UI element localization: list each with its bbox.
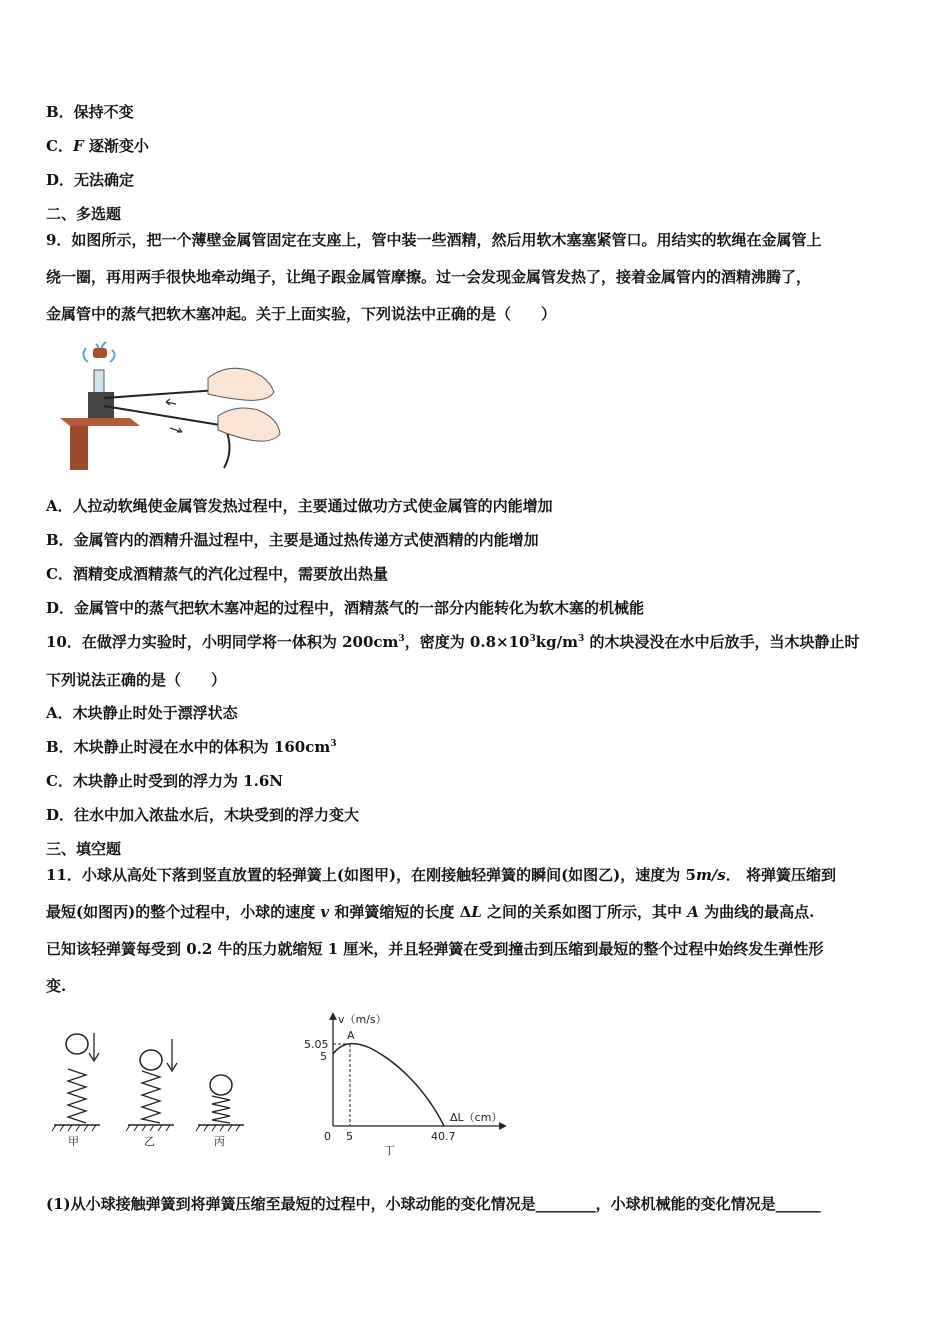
point-a-label: A: [347, 1029, 355, 1042]
q11-text-line2: 最短(如图丙)的整个过程中，小球的速度 v 和弹簧缩短的长度 ΔL 之间的关系如图丁所示，其中 A 为曲线的最高点.: [46, 903, 815, 921]
table-top-icon: [60, 418, 140, 426]
graph-caption: 丁: [384, 1144, 395, 1157]
q11-text-line4: 变.: [46, 977, 67, 995]
option-c: C．F 逐渐变小: [46, 137, 149, 155]
arrow-left-icon: [166, 399, 176, 405]
spring-bing: [196, 1075, 244, 1148]
option-b: B．保持不变: [46, 103, 134, 121]
x-tick-40-7: 40.7: [431, 1130, 456, 1143]
q9-option-a: A．人拉动软绳使金属管发热过程中，主要通过做功方式使金属管的内能增加: [46, 497, 553, 515]
q11-velocity-graph: [298, 1008, 518, 1158]
q11-text-line1: 11．小球从高处下落到竖直放置的轻弹簧上(如图甲)，在刚接触轻弹簧的瞬间(如图乙)，速度为 5m/s． 将弹簧压缩到: [46, 866, 836, 884]
section-heading-fill-in: 三、填空题: [46, 840, 122, 858]
y-axis-label: v（m/s）: [338, 1013, 387, 1026]
q10-option-b: B．木块静止时浸在水中的体积为 $160cm^3$: [46, 738, 337, 756]
q9-option-b: B．金属管内的酒精升温过程中，主要是通过热传递方式使酒精的内能增加: [46, 531, 539, 549]
label-bing: 丙: [214, 1135, 225, 1148]
spring-icon: [68, 1069, 86, 1123]
ball-icon: [66, 1034, 88, 1054]
q11-text-line3: 已知该轻弹簧每受到 0.2 牛的压力就缩短 1 厘米，并且轻弹簧在受到撞击到压缩到最短的整个过程中始终发生弹性形: [46, 940, 824, 958]
y-tick-5: 5: [320, 1050, 327, 1063]
x-axis-label: ΔL（cm）: [450, 1111, 503, 1124]
cork-icon: [93, 348, 107, 358]
q10-text-line1: 10．在做浮力实验时，小明同学将一体积为 $200cm^3$，密度为 $0.8\times 10^3kg/m^3$ 的木块浸没在水中后放手，当木块静止时: [46, 633, 860, 651]
q9-text-line2: 绕一圈，再用两手很快地牵动绳子，让绳子跟金属管摩擦。过一会发现金属管发热了，接着金属管内的酒精沸腾了，: [46, 268, 812, 286]
x-tick-5: 5: [346, 1130, 353, 1143]
q10-option-a: A．木块静止时处于漂浮状态: [46, 704, 238, 722]
spring-yi: [126, 1039, 177, 1148]
q10-option-d: D．往水中加入浓盐水后，木块受到的浮力变大: [46, 806, 360, 824]
option-d: D．无法确定: [46, 171, 135, 189]
spring-icon: [142, 1071, 160, 1123]
arrow-right-icon: [170, 428, 182, 432]
q9-option-c: C．酒精变成酒精蒸气的汽化过程中，需要放出热量: [46, 565, 388, 583]
q11-sub-question-1: (1)从小球接触弹簧到将弹簧压缩至最短的过程中，小球动能的变化情况是________，小球机械能的变化情况是______: [46, 1195, 821, 1213]
x-tick-0: 0: [324, 1130, 331, 1143]
ball-icon: [210, 1075, 232, 1095]
ball-icon: [140, 1050, 162, 1070]
q10-text-line2: 下列说法正确的是（ ）: [46, 671, 227, 689]
hand-upper-icon: [208, 368, 274, 400]
q9-text-line3: 金属管中的蒸气把软木塞冲起。关于上面实验，下列说法中正确的是（ ）: [46, 305, 557, 323]
q9-figure-metal-tube-experiment: [58, 340, 288, 475]
q9-option-d: D．金属管中的蒸气把软木塞冲起的过程中，酒精蒸气的一部分内能转化为软木塞的机械能: [46, 599, 645, 617]
table-leg-icon: [70, 426, 88, 470]
q11-springs-figure: [44, 1025, 254, 1150]
q9-text-line1: 9．如图所示，把一个薄壁金属管固定在支座上，管中装一些酒精，然后用软木塞塞紧管口。用结实的软绳在金属管上: [46, 231, 822, 249]
label-yi: 乙: [144, 1135, 155, 1148]
q10-option-c: C．木块静止时受到的浮力为 1.6N: [46, 772, 283, 790]
spring-icon: [212, 1096, 230, 1123]
section-heading-multiple-choice: 二、多选题: [46, 205, 122, 223]
label-jia: 甲: [68, 1135, 79, 1148]
spring-jia: [52, 1033, 100, 1148]
y-tick-505: 5.05: [304, 1038, 329, 1051]
